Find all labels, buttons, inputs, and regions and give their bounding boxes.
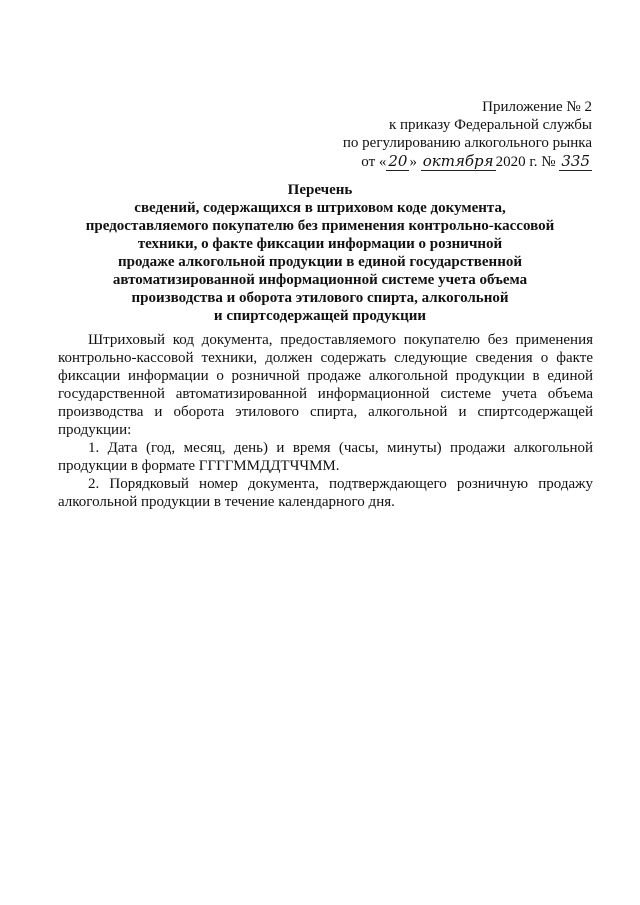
annex-header	[322, 98, 592, 171]
title-line: производства и оборота этилового спирта, алкогольной	[131, 290, 509, 306]
document-body	[58, 331, 593, 511]
intro-paragraph: Штриховый код документа, предоставляемого покупателю без применения контрольно-кассовой техники, должен содержать следующие сведения о факте фиксации информации о розничной продаже алкогольной продукции в единой государственной автоматизированной информационной системе учета объема производства и оборота этилового спирта, алкогольной и спиртсодержащей продукции:	[58, 332, 593, 438]
title-line: сведений, содержащихся в штриховом коде документа,	[134, 200, 506, 216]
title-line: и спиртсодержащей продукции	[213, 308, 427, 324]
title-line: автоматизированной информационной системе учета объема	[112, 272, 528, 288]
title-line: продаже алкогольной продукции в единой государственной	[118, 254, 522, 270]
handwritten-month: октября	[422, 152, 494, 170]
document-title	[40, 181, 600, 325]
date-mid: »	[409, 154, 421, 170]
annex-order-line: к приказу Федеральной службы	[388, 117, 592, 133]
date-year: 2020 г. №	[495, 154, 560, 170]
list-item-number: 2. Порядковый номер документа, подтверждающего розничную продажу алкогольной продукции в течение календарного дня.	[58, 476, 593, 510]
title-line: Перечень	[287, 182, 353, 198]
title-line: предоставляемого покупателю без применения контрольно-кассовой	[85, 218, 555, 234]
list-item-date: 1. Дата (год, месяц, день) и время (часы, минуты) продажи алкогольной продукции в формате ГГГГММДДТЧЧММ.	[58, 440, 593, 474]
handwritten-day: 20	[388, 152, 408, 170]
date-prefix: от «	[361, 154, 387, 170]
annex-date-line	[322, 152, 592, 171]
title-line: техники, о факте фиксации информации о розничной	[137, 236, 503, 252]
annex-title: Приложение № 2	[482, 99, 592, 115]
handwritten-number: 335	[561, 152, 590, 170]
annex-agency-line: по регулированию алкогольного рынка	[342, 135, 592, 151]
